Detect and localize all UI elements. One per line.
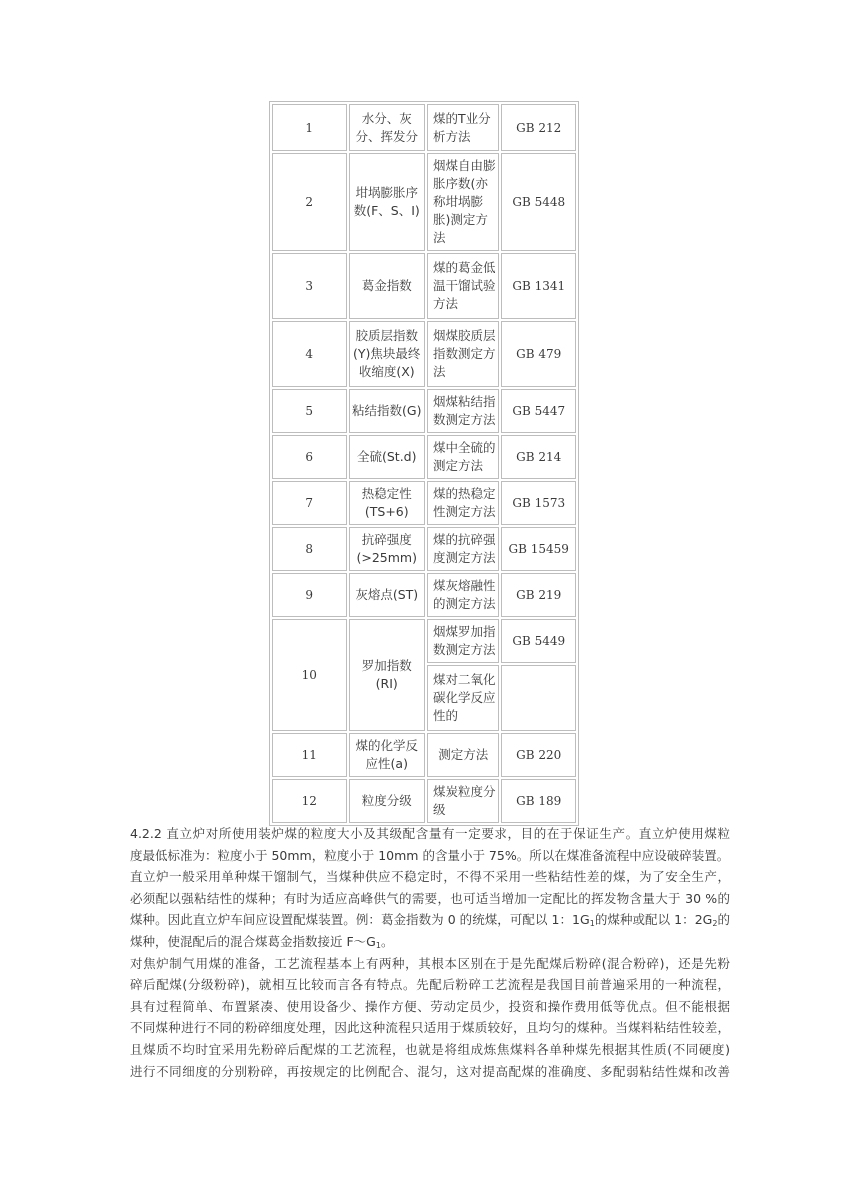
text-span: 的 [717, 912, 730, 928]
text-span: 。 [380, 933, 394, 949]
test-method: 煤的T业分析方法 [427, 104, 499, 151]
text-line [130, 931, 730, 953]
test-item: 罗加指数(RI) [349, 619, 426, 731]
subscript: 1 [589, 919, 595, 929]
test-item: 胶质层指数(Y)焦块最终收缩度(X) [349, 321, 426, 387]
row-number: 1 [272, 104, 347, 151]
row-number: 11 [272, 733, 347, 777]
standard-code: GB 1341 [501, 253, 576, 319]
text-line: 进行不同细度的分别粉碎，再按规定的比例配合、混匀，这对提高配煤的准确度、多配弱粘结性煤和改善 [130, 1063, 730, 1079]
standard-code: GB 219 [501, 573, 576, 617]
test-method: 烟煤粘结指数测定方法 [427, 389, 499, 433]
row-number: 2 [272, 153, 347, 251]
table-row [272, 153, 576, 251]
standard-code: GB 5447 [501, 389, 576, 433]
standard-code: GB 1573 [501, 481, 576, 525]
test-method: 煤灰熔融性的测定方法 [427, 573, 499, 617]
standard-code: GB 214 [501, 435, 576, 479]
text-line: 4.2.2 直立炉对所使用装炉煤的粒度大小及其级配含量有一定要求，目的在于保证生产。直立炉使用煤粒 [130, 826, 730, 841]
text-line: 度最低标准为：粒度小于 50mm，粒度小于 10mm 的含量小于 75%。所以在煤准备流程中应设破碎装置。 [130, 847, 730, 863]
text-span: 煤种，使混配后的混合煤葛金指数接近 F～G [130, 933, 376, 949]
standard-code: GB 189 [501, 779, 576, 823]
test-item: 水分、灰分、挥发分 [349, 104, 426, 151]
standards-table-body [272, 104, 576, 823]
table-row [272, 779, 576, 823]
table-row [272, 527, 576, 571]
test-method: 煤中全硫的测定方法 [427, 435, 499, 479]
test-method: 煤的热稳定性测定方法 [427, 481, 499, 525]
table-row [272, 733, 576, 777]
test-method: 烟煤胶质层指数测定方法 [427, 321, 499, 387]
table-row [272, 619, 576, 663]
text-line: 不同煤种进行不同的粉碎细度处理，因此这种流程只适用于煤质较好，且均匀的煤种。当煤料粘结性较差， [130, 1020, 730, 1036]
table-row [272, 435, 576, 479]
test-item: 全硫(St.d) [349, 435, 426, 479]
text-line: 具有过程简单、布置紧凑、使用设备少、操作方便、劳动定员少，投资和操作费用低等优点。但不能根据 [130, 998, 730, 1014]
test-method: 煤的抗碎强度测定方法 [427, 527, 499, 571]
row-number: 6 [272, 435, 347, 479]
standard-code: GB 15459 [501, 527, 576, 571]
row-number: 10 [272, 619, 347, 731]
test-method: 煤对二氧化碳化学反应性的 [427, 665, 499, 731]
table-row [272, 389, 576, 433]
test-item: 坩埚膨胀序数(F、S、I) [349, 153, 426, 251]
test-item: 粒度分级 [349, 779, 426, 823]
text-line: 对焦炉制气用煤的准备，工艺流程基本上有两种，其根本区别在于是先配煤后粉碎(混合粉碎)，还是先粉 [130, 955, 730, 971]
test-method: 烟煤自由膨胀序数(亦称坩埚膨胀)测定方法 [427, 153, 499, 251]
text-line: 直立炉一般采用单种煤干馏制气，当煤种供应不稳定时，不得不采用一些粘结性差的煤，为了安全生产， [130, 869, 730, 885]
standard-code: GB 5449 [501, 619, 576, 663]
test-item: 灰熔点(ST) [349, 573, 426, 617]
standard-code: GB 212 [501, 104, 576, 151]
table-row [272, 104, 576, 151]
text-line: 碎后配煤(分级粉碎)，就相互比较而言各有特点。先配后粉碎工艺流程是我国目前普遍采用的一种流程， [130, 977, 730, 993]
standard-code: GB 5448 [501, 153, 576, 251]
row-number: 7 [272, 481, 347, 525]
row-number: 5 [272, 389, 347, 433]
row-number: 9 [272, 573, 347, 617]
standard-code: GB 479 [501, 321, 576, 387]
table-row [272, 481, 576, 525]
row-number: 8 [272, 527, 347, 571]
test-method: 煤的葛金低温干馏试验方法 [427, 253, 499, 319]
standards-table [269, 101, 579, 826]
text-span: 煤种。因此直立炉车间应设置配煤装置。例：葛金指数为 0 的统煤，可配以 1：1G [130, 912, 590, 928]
standard-code: GB 220 [501, 733, 576, 777]
standard-code [501, 665, 576, 731]
table-row [272, 253, 576, 319]
test-method: 烟煤罗加指数测定方法 [427, 619, 499, 663]
text-span: 的煤种或配以 1：2G [594, 912, 713, 928]
row-number: 4 [272, 321, 347, 387]
table-row [272, 573, 576, 617]
test-item: 粘结指数(G) [349, 389, 426, 433]
test-item: 煤的化学反应性(a) [349, 733, 426, 777]
text-line: 必须配以强粘结性的煤种；有时为适应高峰供气的需要，也可适当增加一定配比的挥发物含量大于 30 %的 [130, 890, 730, 906]
test-item: 热稳定性(TS+6) [349, 481, 426, 525]
text-line [130, 909, 730, 931]
text-line: 且煤质不均时宜采用先粉碎后配煤的工艺流程，也就是将组成炼焦煤料各单种煤先根据其性质(不同硬度) [130, 1041, 730, 1057]
subscript: 2 [712, 919, 718, 929]
body-text [130, 823, 730, 1082]
test-item: 葛金指数 [349, 253, 426, 319]
table-row [272, 321, 576, 387]
test-item: 抗碎强度(>25mm) [349, 527, 426, 571]
row-number: 3 [272, 253, 347, 319]
subscript: 1 [375, 940, 381, 950]
row-number: 12 [272, 779, 347, 823]
test-method: 煤炭粒度分级 [427, 779, 499, 823]
test-method: 测定方法 [427, 733, 499, 777]
